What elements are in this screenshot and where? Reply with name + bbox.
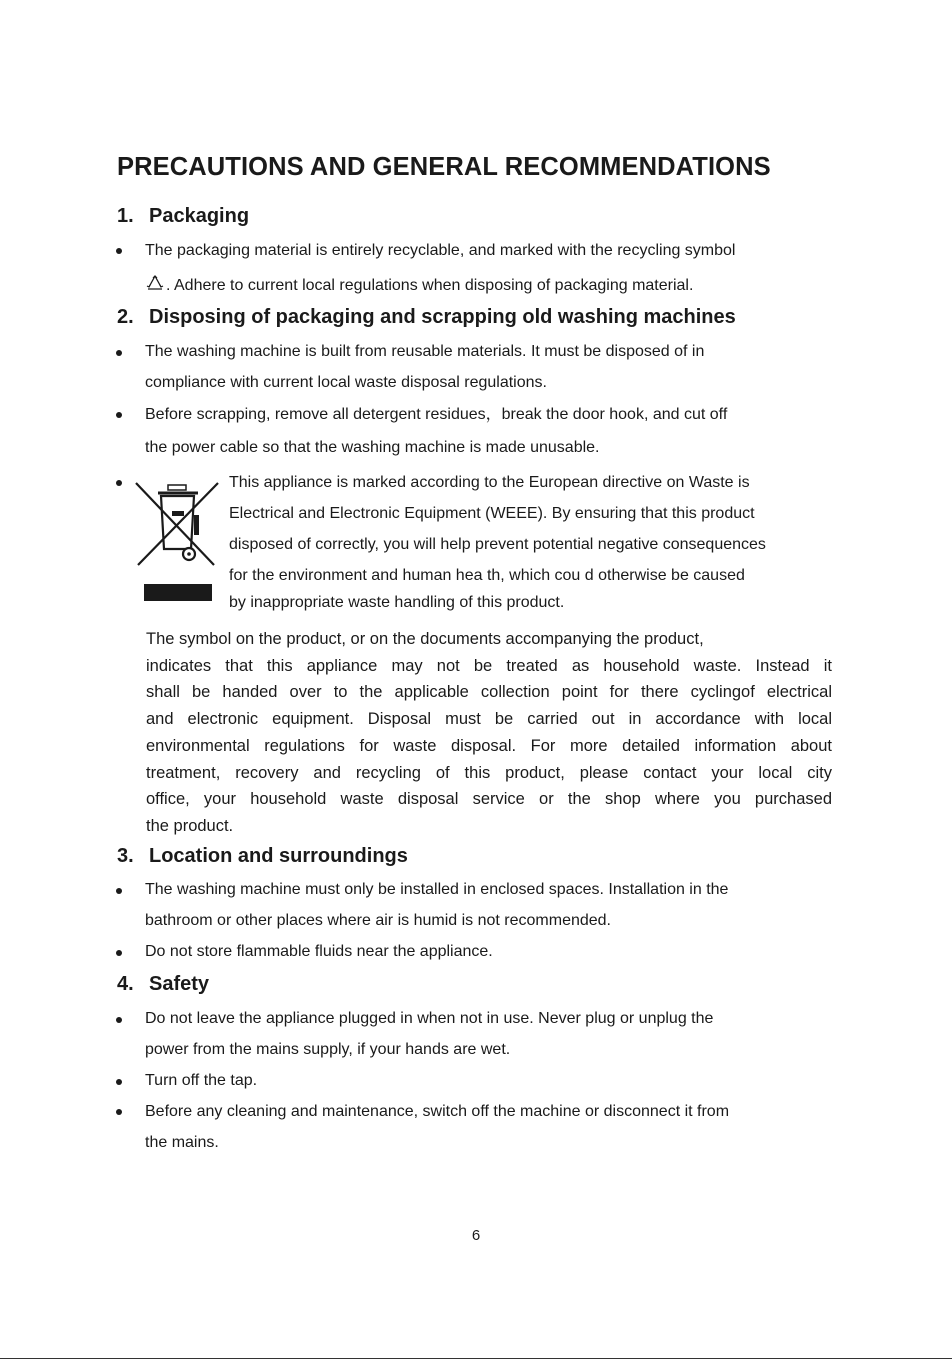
paragraph-line: environmental regulations for waste disposal. For more detailed information about — [146, 736, 832, 755]
bullet — [116, 480, 122, 486]
section-number: 1. — [117, 205, 134, 227]
s4-b3-line1: Before any cleaning and maintenance, switch off the machine or disconnect it from — [145, 1103, 730, 1120]
s3-b1-line2: bathroom or other places where air is humid is not recommended. — [145, 912, 611, 929]
s2-b2-line2: the power cable so that the washing machine is made unusable. — [145, 439, 600, 456]
bullet — [116, 1017, 122, 1023]
s3-b2-line1: Do not store flammable fluids near the appliance. — [145, 943, 493, 960]
weee-line-3: disposed of correctly, you will help prevent potential negative consequences — [229, 536, 766, 553]
s4-b1-line1: Do not leave the appliance plugged in when not in use. Never plug or unplug the — [145, 1010, 714, 1027]
section-number: 2. — [117, 306, 134, 328]
bullet — [116, 1079, 122, 1085]
paragraph-line: shall be handed over to the applicable collection point for there cyclingof electrical — [146, 683, 832, 702]
section-3-heading — [117, 845, 408, 868]
section-title: Disposing of packaging and scrapping old washing machines — [149, 306, 736, 328]
section-2-heading — [117, 306, 736, 329]
bullet — [116, 1109, 122, 1115]
weee-line-2: Electrical and Electronic Equipment (WEEE). By ensuring that this product — [229, 505, 755, 522]
paragraph-line: the product. — [146, 816, 234, 835]
recycling-icon — [145, 274, 165, 292]
section-title: Location and surroundings — [149, 845, 408, 867]
s4-b1-line2: power from the mains supply, if your hands are wet. — [145, 1041, 511, 1058]
weee-line-5: by inappropriate waste handling of this product. — [229, 594, 565, 611]
bullet — [116, 350, 122, 356]
section-number: 3. — [117, 845, 134, 867]
page-title: PRECAUTIONS AND GENERAL RECOMMENDATIONS — [117, 153, 771, 181]
section-title: Safety — [149, 973, 210, 995]
section-title: Packaging — [149, 205, 250, 227]
s1-b1-line2 — [145, 274, 693, 296]
s2-b1-line1: The washing machine is built from reusable materials. It must be disposed of in — [145, 343, 705, 360]
paragraph-line: office, your household waste disposal service or the shop where you purchased — [146, 790, 832, 809]
section-number: 4. — [117, 973, 134, 995]
bullet — [116, 888, 122, 894]
section-4-heading — [117, 973, 209, 996]
bottom-rule — [0, 1358, 952, 1359]
weee-line-1: This appliance is marked according to the European directive on Waste is — [229, 474, 750, 491]
paragraph-line: indicates that this appliance may not be treated as household waste. Instead it — [146, 656, 832, 675]
weee-marking-bar — [144, 584, 212, 601]
bullet — [116, 950, 122, 956]
s1-b1-line2-text: . Adhere to current local regulations when disposing of packaging material. — [166, 277, 694, 294]
s3-b1-line1: The washing machine must only be installed in enclosed spaces. Installation in the — [145, 881, 729, 898]
paragraph-line: The symbol on the product, or on the documents accompanying the product, — [146, 630, 704, 648]
weee-paragraph — [146, 626, 832, 840]
weee-line-4: for the environment and human hea th, which cou d otherwise be caused — [229, 567, 745, 584]
bullet — [116, 412, 122, 418]
s2-b1-line2: compliance with current local waste disposal regulations. — [145, 374, 547, 391]
weee-crossed-bin-icon — [134, 479, 220, 571]
paragraph-line: and electronic equipment. Disposal must be carried out in accordance with local — [146, 710, 832, 729]
paragraph-line: treatment, recovery and recycling of this product, please contact your local city — [146, 763, 832, 782]
s2-b2-line1: Before scrapping, remove all detergent residues，break the door hook, and cut off — [145, 406, 728, 423]
bullet — [116, 248, 122, 254]
s4-b3-line2: the mains. — [145, 1134, 219, 1151]
page-number: 6 — [471, 1227, 481, 1244]
s4-b2-line1: Turn off the tap. — [145, 1072, 258, 1089]
s1-b1-line1: The packaging material is entirely recyclable, and marked with the recycling symbol — [145, 242, 736, 259]
section-1-heading — [117, 205, 249, 228]
